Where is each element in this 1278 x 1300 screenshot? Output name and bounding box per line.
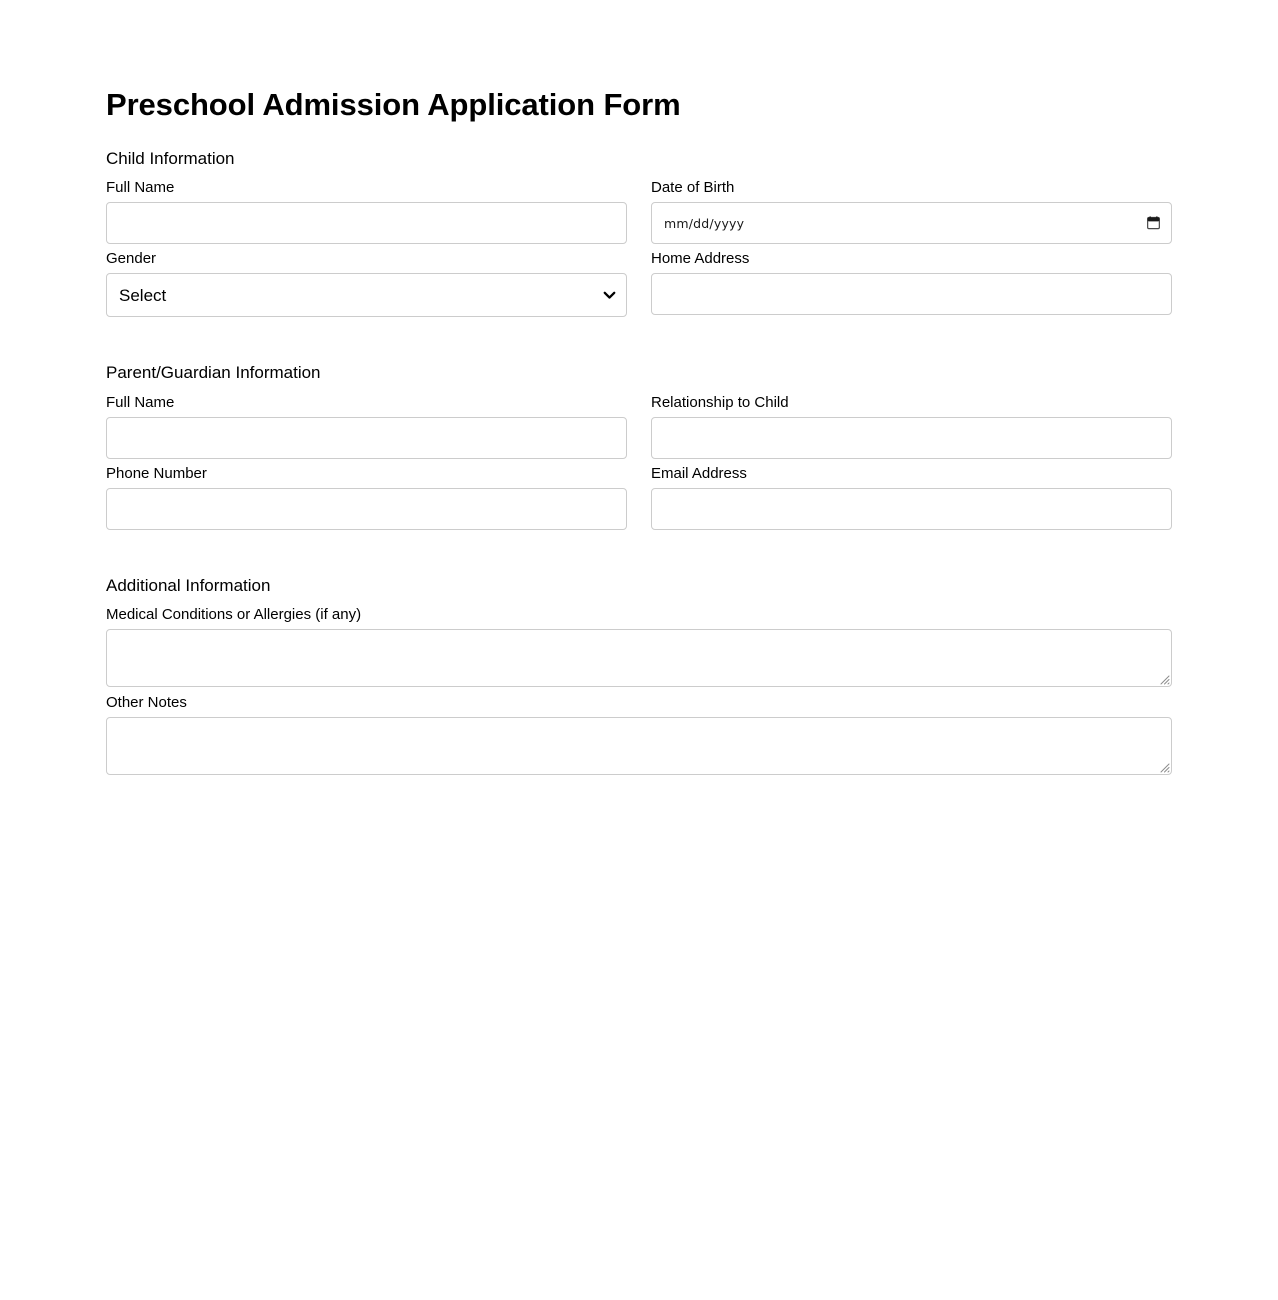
parent-relationship-input[interactable]	[651, 417, 1172, 459]
label-other-notes: Other Notes	[106, 693, 187, 711]
section-heading-child-information: Child Information	[106, 149, 235, 169]
form-column-right	[651, 178, 1172, 320]
parent-phone-number-input[interactable]	[106, 488, 627, 530]
label-parent-full-name: Full Name	[106, 393, 175, 411]
gender-select-wrap	[106, 273, 627, 317]
label-child-gender: Gender	[106, 250, 157, 268]
field-child-full-name	[106, 178, 627, 244]
other-notes-wrap	[106, 717, 1172, 775]
field-medical-conditions	[106, 605, 1172, 687]
field-child-date-of-birth	[651, 178, 1172, 244]
child-full-name-input[interactable]	[106, 202, 627, 244]
page-title: Preschool Admission Application Form	[106, 87, 681, 122]
field-parent-relationship	[651, 393, 1172, 459]
label-parent-phone-number: Phone Number	[106, 464, 207, 482]
parent-full-name-input[interactable]	[106, 417, 627, 459]
date-of-birth-wrap	[651, 202, 1172, 244]
label-medical-conditions: Medical Conditions or Allergies (if any)	[106, 605, 362, 623]
field-other-notes	[106, 693, 1172, 775]
label-parent-email: Email Address	[651, 464, 747, 482]
field-parent-email	[651, 464, 1172, 530]
section-child-information	[106, 148, 1172, 322]
section-additional-information	[106, 575, 1172, 775]
form-column-right	[651, 393, 1172, 535]
field-child-gender	[106, 249, 627, 317]
other-notes-textarea[interactable]	[106, 717, 1172, 775]
child-gender-select[interactable]	[106, 273, 627, 317]
calendar-icon[interactable]	[1147, 216, 1160, 230]
label-parent-relationship: Relationship to Child	[651, 393, 789, 411]
section-parent-guardian-information	[106, 362, 1172, 534]
section-heading-additional-information: Additional Information	[106, 575, 271, 595]
form-column-left	[106, 178, 627, 322]
label-child-date-of-birth: Date of Birth	[651, 179, 735, 197]
field-child-home-address	[651, 249, 1172, 315]
label-child-full-name: Full Name	[106, 179, 175, 197]
form-row	[106, 393, 1172, 535]
field-parent-full-name	[106, 393, 627, 459]
label-child-home-address: Home Address	[651, 250, 750, 268]
child-date-of-birth-input[interactable]	[651, 202, 1172, 244]
medical-conditions-wrap	[106, 629, 1172, 687]
form-row	[106, 178, 1172, 322]
field-parent-phone-number	[106, 464, 627, 530]
section-heading-parent-guardian-information: Parent/Guardian Information	[106, 363, 321, 383]
date-placeholder-text: mm/dd/yyyy	[664, 215, 745, 231]
child-home-address-input[interactable]	[651, 273, 1172, 315]
form-column-left	[106, 393, 627, 535]
medical-conditions-textarea[interactable]	[106, 629, 1172, 687]
parent-email-input[interactable]	[651, 488, 1172, 530]
